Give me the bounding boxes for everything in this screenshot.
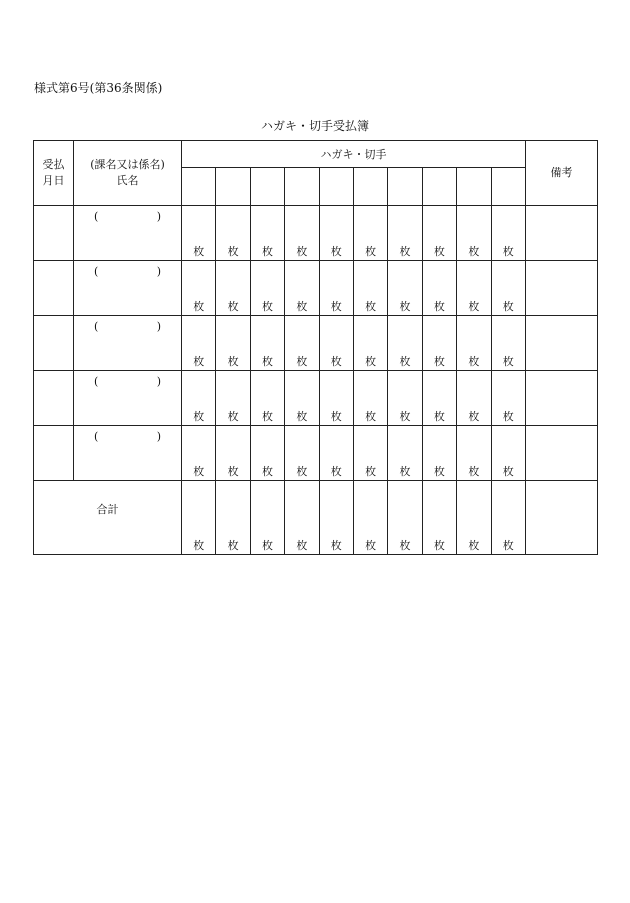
count-cell: 枚 — [422, 261, 456, 316]
open-paren: ( — [94, 430, 99, 443]
count-cell: 枚 — [353, 481, 387, 555]
remarks-cell — [526, 316, 598, 371]
count-cell: 枚 — [388, 426, 422, 481]
count-cell: 枚 — [319, 481, 353, 555]
date-cell — [34, 261, 74, 316]
count-cell: 枚 — [182, 371, 216, 426]
count-cell: 枚 — [388, 371, 422, 426]
count-cell: 枚 — [457, 481, 491, 555]
name-column-header: (課名又は係名) 氏名 — [74, 141, 182, 206]
stamps-column-header: ハガキ・切手 — [182, 141, 526, 168]
count-cell: 枚 — [491, 206, 526, 261]
close-paren: ) — [156, 320, 161, 333]
count-cell: 枚 — [285, 481, 319, 555]
count-cell: 枚 — [319, 316, 353, 371]
count-cell: 枚 — [216, 481, 250, 555]
count-cell: 枚 — [285, 316, 319, 371]
ledger-table — [33, 140, 598, 555]
count-cell: 枚 — [250, 261, 284, 316]
count-cell: 枚 — [216, 316, 250, 371]
count-cell: 枚 — [491, 481, 526, 555]
date-column-header: 受払 月日 — [34, 141, 74, 206]
count-cell: 枚 — [319, 371, 353, 426]
close-paren: ) — [156, 375, 161, 388]
table-row — [34, 316, 598, 371]
count-cell: 枚 — [216, 426, 250, 481]
open-paren: ( — [94, 210, 99, 223]
stamp-subheader-cell — [250, 168, 284, 206]
count-cell: 枚 — [457, 426, 491, 481]
count-cell: 枚 — [319, 426, 353, 481]
date-cell — [34, 316, 74, 371]
table-row — [34, 426, 598, 481]
remarks-cell — [526, 206, 598, 261]
table-row — [34, 206, 598, 261]
count-cell: 枚 — [353, 371, 387, 426]
form-number: 様式第6号(第36条関係) — [34, 81, 163, 95]
count-cell: 枚 — [491, 261, 526, 316]
remarks-cell — [526, 261, 598, 316]
stamp-subheader-cell — [422, 168, 456, 206]
count-cell: 枚 — [250, 481, 284, 555]
open-paren: ( — [94, 320, 99, 333]
table-row — [34, 261, 598, 316]
count-cell: 枚 — [491, 371, 526, 426]
count-cell: 枚 — [216, 371, 250, 426]
count-cell: 枚 — [388, 316, 422, 371]
stamp-subheader-cell — [388, 168, 422, 206]
open-paren: ( — [94, 375, 99, 388]
remarks-column-header: 備考 — [526, 141, 598, 206]
date-cell — [34, 206, 74, 261]
stamp-subheader-cell — [457, 168, 491, 206]
count-cell: 枚 — [422, 206, 456, 261]
count-cell: 枚 — [250, 371, 284, 426]
count-cell: 枚 — [182, 206, 216, 261]
name-cell — [74, 316, 182, 371]
count-cell: 枚 — [250, 316, 284, 371]
count-cell: 枚 — [422, 481, 456, 555]
open-paren: ( — [94, 265, 99, 278]
count-cell: 枚 — [182, 426, 216, 481]
name-cell — [74, 261, 182, 316]
count-cell: 枚 — [182, 261, 216, 316]
count-cell: 枚 — [457, 371, 491, 426]
close-paren: ) — [156, 265, 161, 278]
count-cell: 枚 — [285, 261, 319, 316]
name-cell — [74, 371, 182, 426]
count-cell: 枚 — [319, 206, 353, 261]
count-cell: 枚 — [250, 206, 284, 261]
close-paren: ) — [156, 210, 161, 223]
remarks-cell — [526, 371, 598, 426]
count-cell: 枚 — [182, 316, 216, 371]
count-cell: 枚 — [353, 316, 387, 371]
count-cell: 枚 — [353, 206, 387, 261]
remarks-cell — [526, 481, 598, 555]
document-title: ハガキ・切手受払簿 — [260, 119, 369, 133]
stamp-subheader-cell — [491, 168, 526, 206]
name-cell — [74, 206, 182, 261]
date-cell — [34, 371, 74, 426]
count-cell: 枚 — [491, 426, 526, 481]
remarks-cell — [526, 426, 598, 481]
count-cell: 枚 — [319, 261, 353, 316]
count-cell: 枚 — [457, 316, 491, 371]
count-cell: 枚 — [388, 481, 422, 555]
count-cell: 枚 — [457, 206, 491, 261]
count-cell: 枚 — [422, 371, 456, 426]
stamp-subheader-cell — [216, 168, 250, 206]
close-paren: ) — [156, 430, 161, 443]
count-cell: 枚 — [388, 206, 422, 261]
name-cell — [74, 426, 182, 481]
count-cell: 枚 — [422, 316, 456, 371]
stamp-subheader-cell — [319, 168, 353, 206]
count-cell: 枚 — [285, 371, 319, 426]
stamp-subheader-cell — [285, 168, 319, 206]
table-row — [34, 371, 598, 426]
count-cell: 枚 — [285, 206, 319, 261]
count-cell: 枚 — [353, 261, 387, 316]
total-label: 合計 — [34, 481, 182, 555]
count-cell: 枚 — [353, 426, 387, 481]
total-row — [34, 481, 598, 555]
count-cell: 枚 — [491, 316, 526, 371]
count-cell: 枚 — [388, 261, 422, 316]
stamp-subheader-cell — [353, 168, 387, 206]
count-cell: 枚 — [250, 426, 284, 481]
count-cell: 枚 — [216, 261, 250, 316]
count-cell: 枚 — [422, 426, 456, 481]
date-cell — [34, 426, 74, 481]
count-cell: 枚 — [457, 261, 491, 316]
count-cell: 枚 — [285, 426, 319, 481]
stamp-subheader-cell — [182, 168, 216, 206]
count-cell: 枚 — [182, 481, 216, 555]
count-cell: 枚 — [216, 206, 250, 261]
